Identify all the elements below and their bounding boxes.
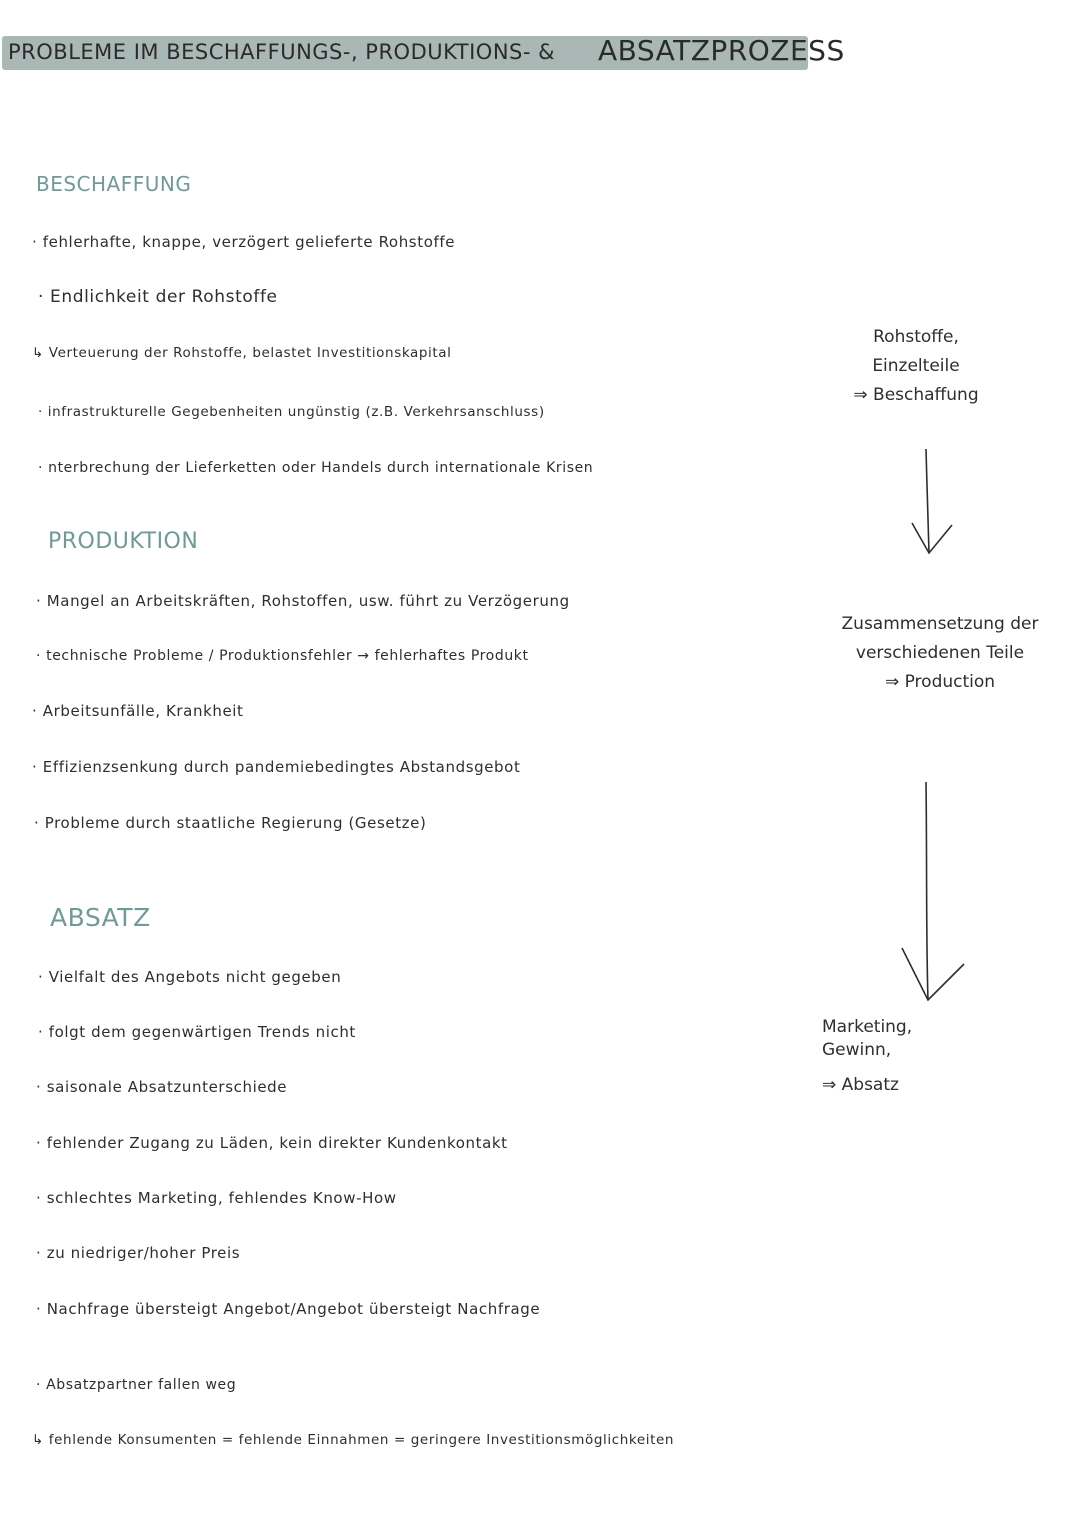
- sidebar-line: Marketing,: [822, 1017, 913, 1037]
- sidebar-note-absatz: [822, 1016, 942, 1097]
- heading-beschaffung: BESCHAFFUNG: [36, 172, 192, 196]
- heading-absatz: ABSATZ: [50, 903, 151, 932]
- sidebar-line: ⇒ Beschaffung: [853, 385, 979, 405]
- list-item: · Arbeitsunfälle, Krankheit: [32, 702, 244, 720]
- list-item: · schlechtes Marketing, fehlendes Know-How: [36, 1189, 397, 1207]
- list-item: · Nachfrage übersteigt Angebot/Angebot übersteigt Nachfrage: [36, 1300, 541, 1318]
- list-item: · infrastrukturelle Gegebenheiten ungünstig (z.B. Verkehrsanschluss): [38, 404, 545, 420]
- sidebar-line: Rohstoffe,: [873, 327, 959, 347]
- page-title-left: PROBLEME IM BESCHAFFUNGS-, PRODUKTIONS- &: [8, 40, 555, 64]
- sidebar-note-beschaffung: [836, 323, 996, 410]
- page-title-right: ABSATZPROZESS: [598, 34, 845, 67]
- sidebar-line: ⇒ Production: [884, 672, 996, 692]
- sidebar-line: verschiedenen Teile: [855, 643, 1025, 663]
- list-item: · nterbrechung der Lieferketten oder Handels durch internationale Krisen: [38, 460, 594, 476]
- sidebar-line: Gewinn,: [822, 1040, 892, 1060]
- heading-produktion: PRODUKTION: [48, 529, 199, 554]
- sidebar-note-produktion: [830, 610, 1050, 697]
- list-item: · Effizienzsenkung durch pandemiebedingtes Abstandsgebot: [32, 758, 521, 776]
- list-item: · Vielfalt des Angebots nicht gegeben: [38, 968, 342, 986]
- sidebar-line: Zusammensetzung der: [841, 614, 1039, 634]
- arrow-down-icon: [900, 445, 960, 560]
- arrow-down-icon: [890, 778, 970, 1008]
- list-item: · Mangel an Arbeitskräften, Rohstoffen, usw. führt zu Verzögerung: [36, 592, 570, 610]
- list-item: · fehlerhafte, knappe, verzögert gelieferte Rohstoffe: [32, 233, 456, 251]
- list-item: ↳ Verteuerung der Rohstoffe, belastet Investitionskapital: [32, 345, 452, 361]
- list-item: · Probleme durch staatliche Regierung (Gesetze): [34, 814, 427, 832]
- sidebar-line: ⇒ Absatz: [822, 1075, 899, 1095]
- sidebar-line: Einzelteile: [872, 356, 960, 376]
- list-item: · Endlichkeit der Rohstoffe: [38, 287, 278, 307]
- list-item: · fehlender Zugang zu Läden, kein direkter Kundenkontakt: [36, 1134, 508, 1152]
- list-item: · saisonale Absatzunterschiede: [36, 1078, 288, 1096]
- list-item: ↳ fehlende Konsumenten = fehlende Einnahmen = geringere Investitionsmöglichkeiten: [32, 1432, 675, 1448]
- list-item: · folgt dem gegenwärtigen Trends nicht: [38, 1023, 356, 1041]
- list-item: · zu niedriger/hoher Preis: [36, 1244, 241, 1262]
- list-item: · technische Probleme / Produktionsfehler → fehlerhaftes Produkt: [36, 648, 529, 664]
- list-item: · Absatzpartner fallen weg: [36, 1377, 237, 1393]
